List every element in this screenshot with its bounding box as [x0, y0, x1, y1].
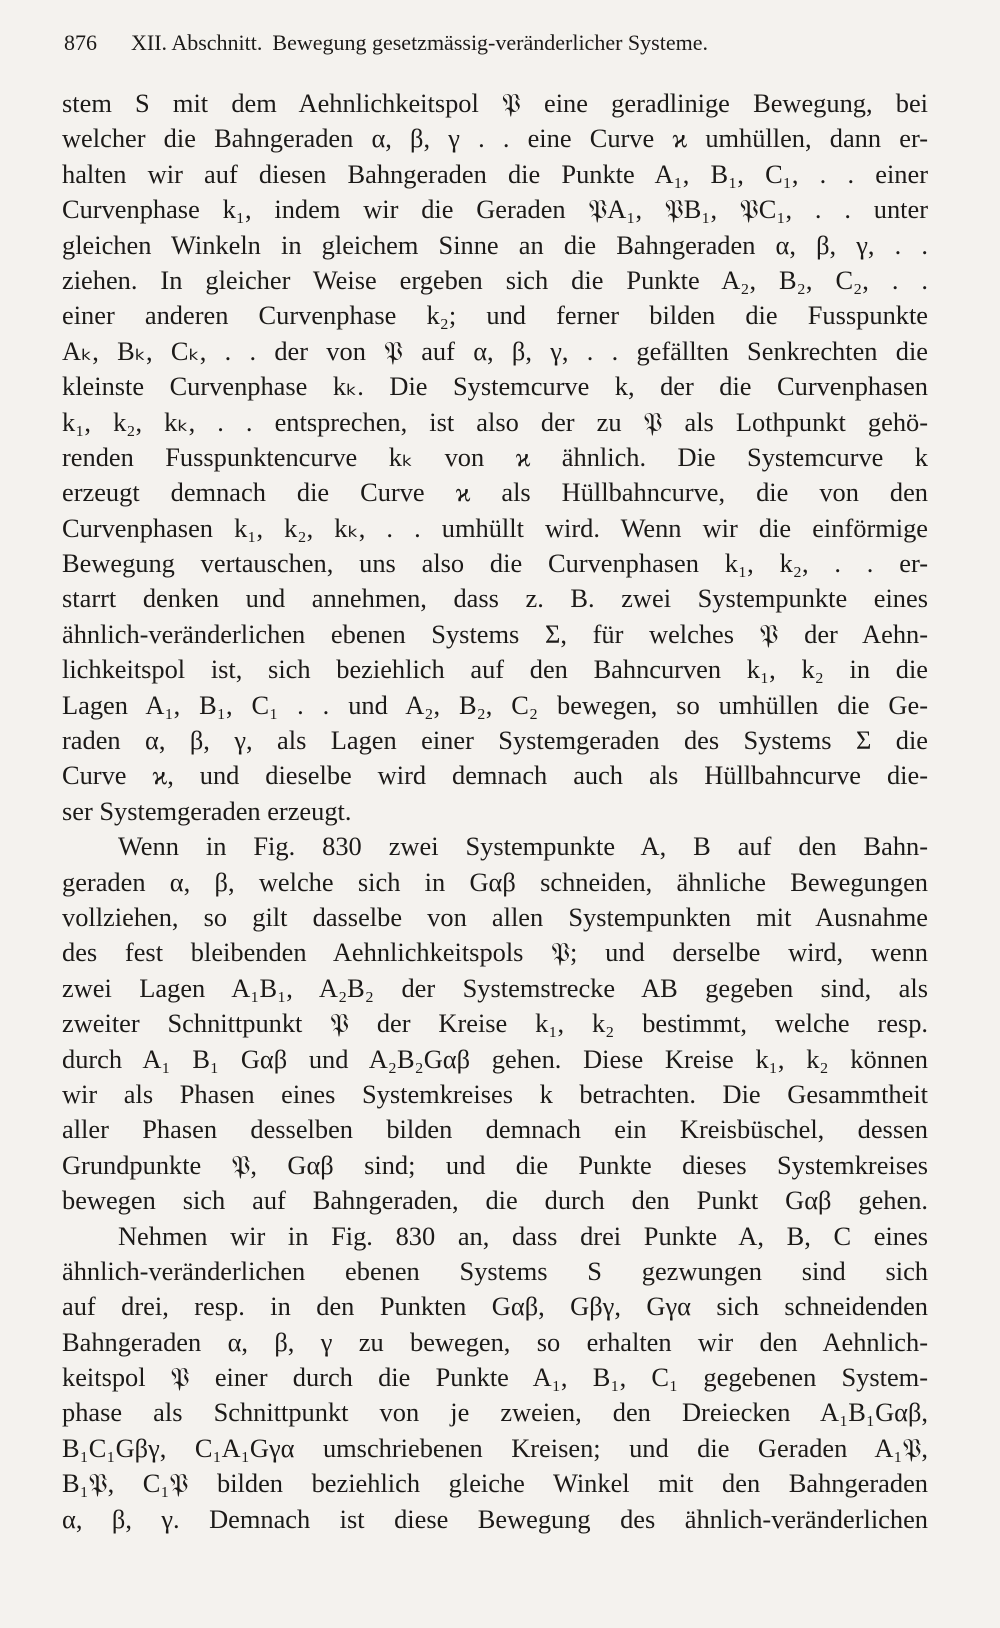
text-line: lichkeitspol ist, sich beziehlich auf den Bahncurven k₁, k₂ in die: [62, 654, 928, 685]
section-title: Bewegung gesetzmässig-veränderlicher Systeme.: [272, 30, 708, 55]
text-line: Curvenphase k₁, indem wir die Geraden 𝔓A₁, 𝔓B₁, 𝔓C₁, . . unter: [62, 194, 928, 225]
text-line: wir als Phasen eines Systemkreises k betrachten. Die Gesammtheit: [62, 1078, 928, 1109]
text-line: aller Phasen desselben bilden demnach ein Kreisbüschel, dessen: [62, 1114, 928, 1145]
text-line: durch A₁ B₁ Gαβ und A₂B₂Gαβ gehen. Diese Kreise k₁, k₂ können: [62, 1043, 928, 1074]
paragraph-2: [62, 829, 928, 1218]
text-line: Nehmen wir in Fig. 830 an, dass drei Punkte A, B, C eines: [118, 1220, 928, 1251]
text-line: Bewegung vertauschen, uns also die Curvenphasen k₁, k₂, . . er-: [62, 548, 928, 579]
text-line: kleinste Curvenphase kₖ. Die Systemcurve k, der die Curvenphasen: [62, 371, 928, 402]
body-text: [62, 86, 928, 1537]
paragraph-3: [62, 1219, 928, 1538]
text-line: ziehen. In gleicher Weise ergeben sich die Punkte A₂, B₂, C₂, . .: [62, 264, 928, 295]
text-line: zwei Lagen A₁B₁, A₂B₂ der Systemstrecke AB gegeben sind, als: [62, 972, 928, 1003]
text-line: B₁𝔓, C₁𝔓 bilden beziehlich gleiche Winkel mit den Bahngeraden: [62, 1468, 928, 1499]
text-line: phase als Schnittpunkt von je zweien, den Dreiecken A₁B₁Gαβ,: [62, 1397, 928, 1428]
text-line: einer anderen Curvenphase k₂; und ferner bilden die Fusspunkte: [62, 300, 928, 331]
text-line: keitspol 𝔓 einer durch die Punkte A₁, B₁, C₁ gegebenen System-: [62, 1362, 928, 1393]
section-label: XII. Abschnitt.: [131, 30, 263, 55]
running-header: [64, 30, 928, 56]
text-line: starrt denken und annehmen, dass z. B. zwei Systempunkte eines: [62, 583, 928, 614]
running-title: [131, 30, 718, 56]
text-line: Bahngeraden α, β, γ zu bewegen, so erhalten wir den Aehnlich-: [62, 1326, 928, 1357]
text-line: halten wir auf diesen Bahngeraden die Punkte A₁, B₁, C₁, . . einer: [62, 158, 928, 189]
text-line: k₁, k₂, kₖ, . . entsprechen, ist also der zu 𝔓 als Lothpunkt gehö-: [62, 406, 928, 437]
text-line: welcher die Bahngeraden α, β, γ . . eine Curve ϰ umhüllen, dann er-: [62, 123, 928, 154]
text-line: ähnlich-veränderlichen ebenen Systems Σ, für welches 𝔓 der Aehn-: [62, 618, 928, 649]
paragraph-1: [62, 86, 928, 829]
text-line: Curve ϰ, und dieselbe wird demnach auch als Hüllbahncurve die-: [62, 760, 928, 791]
text-line: ähnlich-veränderlichen ebenen Systems S gezwungen sind sich: [62, 1255, 928, 1286]
text-line: erzeugt demnach die Curve ϰ als Hüllbahncurve, die von den: [62, 477, 928, 508]
text-line: Lagen A₁, B₁, C₁ . . und A₂, B₂, C₂ bewegen, so umhüllen die Ge-: [62, 689, 928, 720]
text-line: ser Systemgeraden erzeugt.: [62, 795, 352, 826]
text-line: Grundpunkte 𝔓, Gαβ sind; und die Punkte dieses Systemkreises: [62, 1149, 928, 1180]
text-line: bewegen sich auf Bahngeraden, die durch den Punkt Gαβ gehen.: [62, 1185, 928, 1216]
text-line: renden Fusspunktencurve kₖ von ϰ ähnlich. Die Systemcurve k: [62, 441, 928, 472]
text-line: gleichen Winkeln in gleichem Sinne an die Bahngeraden α, β, γ, . .: [62, 229, 928, 260]
text-line: zweiter Schnittpunkt 𝔓 der Kreise k₁, k₂ bestimmt, welche resp.: [62, 1008, 928, 1039]
text-line: geraden α, β, welche sich in Gαβ schneiden, ähnliche Bewegungen: [62, 866, 928, 897]
text-line: Wenn in Fig. 830 zwei Systempunkte A, B auf den Bahn-: [118, 831, 928, 862]
page-number: 876: [64, 30, 97, 55]
text-line: B₁C₁Gβγ, C₁A₁Gγα umschriebenen Kreisen; und die Geraden A₁𝔓,: [62, 1432, 928, 1463]
text-line: raden α, β, γ, als Lagen einer Systemgeraden des Systems Σ die: [62, 725, 928, 756]
text-line: Curvenphasen k₁, k₂, kₖ, . . umhüllt wird. Wenn wir die einförmige: [62, 512, 928, 543]
text-line: vollziehen, so gilt dasselbe von allen Systempunkten mit Ausnahme: [62, 901, 928, 932]
text-line: Aₖ, Bₖ, Cₖ, . . der von 𝔓 auf α, β, γ, . . gefällten Senkrechten die: [62, 335, 928, 366]
text-line: des fest bleibenden Aehnlichkeitspols 𝔓; und derselbe wird, wenn: [62, 937, 928, 968]
text-line: stem S mit dem Aehnlichkeitspol 𝔓 eine geradlinige Bewegung, bei: [62, 88, 928, 118]
text-line: α, β, γ. Demnach ist diese Bewegung des ähnlich-veränderlichen: [62, 1503, 928, 1534]
text-line: auf drei, resp. in den Punkten Gαβ, Gβγ, Gγα sich schneidenden: [62, 1291, 928, 1322]
